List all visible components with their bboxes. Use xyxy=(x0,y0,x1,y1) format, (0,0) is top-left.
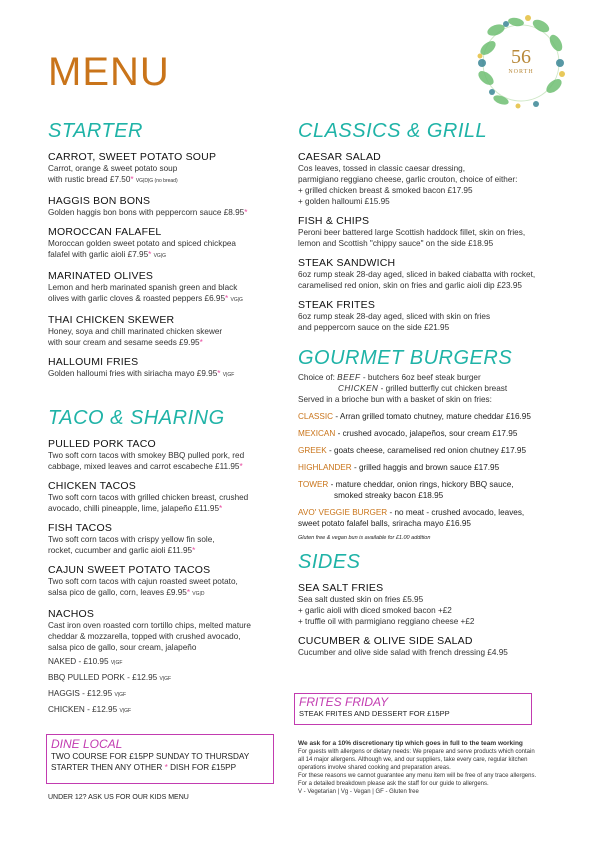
allergen-line: For guests with allergens or dietary needs: We prepare and serve products which contain xyxy=(298,749,535,755)
left-column xyxy=(48,120,288,717)
menu-item xyxy=(298,215,568,249)
star-mark: * xyxy=(164,763,168,772)
item-description: + grilled chicken breast & smoked bacon £17.95 xyxy=(298,186,473,195)
item-description: Two soft corn tacos with cajun roasted sweet potato, xyxy=(48,577,238,586)
item-description: 6oz rump steak 28-day aged, sliced in baked ciabatta with rocket, xyxy=(298,270,536,279)
allergen-line: all 14 major allergens. Although we, and our suppliers, take every care, regular kitchen xyxy=(298,757,528,763)
item-description: caramelised red onion, skin on fries and garlic aioli dip £23.95 xyxy=(298,281,522,290)
menu-item xyxy=(48,564,288,600)
item-description: parmigiano reggiano cheese, garlic crouton, choice of either: xyxy=(298,175,518,184)
menu-item xyxy=(48,226,288,262)
item-name: HALLOUMI FRIES xyxy=(48,356,139,368)
item-price-line: with rustic bread £7.50* VG|D|G (no bread) xyxy=(48,175,178,184)
item-name: FISH & CHIPS xyxy=(298,215,370,227)
item-description: Two soft corn tacos with grilled chicken breast, crushed xyxy=(48,493,249,502)
menu-item xyxy=(48,480,288,514)
kids-note: UNDER 12? ASK US FOR OUR KIDS MENU xyxy=(48,794,189,801)
diet-tag: V|GF xyxy=(159,676,172,682)
menu-item xyxy=(48,438,288,472)
item-name: CHICKEN TACOS xyxy=(48,480,136,492)
burger-choice-beef: Choice of: BEEF - butchers 6oz beef steak burger xyxy=(298,373,481,382)
star-mark: * xyxy=(239,462,243,471)
frites-friday-heading: FRITES FRIDAY xyxy=(299,695,389,709)
star-mark: * xyxy=(186,588,191,597)
item-price-line: falafel with garlic aioli £7.95* VG|G xyxy=(48,250,167,259)
star-mark: * xyxy=(148,250,152,259)
nachos-option: BBQ PULLED PORK - £12.95 V|GF xyxy=(48,673,172,682)
diet-tag: VG|G xyxy=(153,253,167,259)
dine-local-line2: STARTER THEN ANY OTHER * DISH FOR £15PP xyxy=(51,763,237,772)
item-name: CARROT, SWEET POTATO SOUP xyxy=(48,151,217,163)
item-description: Carrot, orange & sweet potato soup xyxy=(48,164,178,173)
logo-text: NORTH xyxy=(508,69,534,75)
nachos-option: CHICKEN - £12.95 V|GF xyxy=(48,705,132,714)
sides-list xyxy=(298,582,568,658)
item-description: Cast iron oven roasted corn tortillo chips, melted mature xyxy=(48,621,251,630)
item-price-line: salsa pico de gallo, corn, leaves £9.95* VG|D xyxy=(48,588,205,597)
taco-list xyxy=(48,438,288,600)
menu-item xyxy=(48,356,288,381)
starter-heading: STARTER xyxy=(48,120,143,142)
diet-tag: V|GF xyxy=(222,372,235,378)
menu-item xyxy=(48,270,288,306)
item-description: Cos leaves, tossed in classic caesar dressing, xyxy=(298,164,466,173)
item-description: Peroni beer battered large Scottish haddock fillet, skin on fries, xyxy=(298,228,526,237)
burger-served: Served in a brioche bun with a basket of skin on fries: xyxy=(298,395,492,404)
item-name: CAESAR SALAD xyxy=(298,151,381,163)
item-name: STEAK FRITES xyxy=(298,299,376,311)
item-name: CUCUMBER & OLIVE SIDE SALAD xyxy=(298,635,473,647)
burger-item: MEXICAN - crushed avocado, jalapeños, sour cream £17.95 xyxy=(298,429,518,438)
burger-choice-chicken: CHICKEN - grilled butterfly cut chicken breast xyxy=(338,384,508,393)
item-name: NACHOS xyxy=(48,608,95,620)
burger-item: CLASSIC - Arran grilled tomato chutney, mature cheddar £16.95 xyxy=(298,412,531,421)
item-description: lemon and Scottish "chippy sauce" on the side £18.95 xyxy=(298,239,494,248)
item-description: Two soft corn tacos with smokey BBQ pulled pork, red xyxy=(48,451,245,460)
burger-name: MEXICAN xyxy=(298,429,336,438)
item-description: 6oz rump steak 28-day aged, sliced with skin on fries xyxy=(298,312,491,321)
star-mark: * xyxy=(217,369,221,378)
starter-list xyxy=(48,151,288,381)
diet-tag: VG|D xyxy=(192,591,205,597)
burger-list xyxy=(298,411,568,529)
diet-tag: VG|G xyxy=(230,297,243,303)
allergen-note xyxy=(298,740,568,796)
item-description: Lemon and herb marinated spanish green and black xyxy=(48,283,238,292)
burger-name: GREEK xyxy=(298,446,327,455)
item-description: Two soft corn tacos with crispy yellow fin sole, xyxy=(48,535,215,544)
item-name: SEA SALT FRIES xyxy=(298,582,384,594)
logo xyxy=(466,8,576,118)
star-mark: * xyxy=(130,175,134,184)
classics-list xyxy=(298,151,568,333)
menu-item xyxy=(298,582,568,627)
item-description: and peppercorn sauce on the side £21.95 xyxy=(298,323,450,332)
nachos-option: HAGGIS - £12.95 V|GF xyxy=(48,689,127,698)
item-price-line: with sour cream and sesame seeds £9.95* xyxy=(48,338,203,347)
page-title: MENU xyxy=(48,50,170,94)
dine-local-box xyxy=(46,734,274,784)
item-price-line: cabbage, mixed leaves and carrot escabeche £11.95* xyxy=(48,462,243,471)
burger-item: GREEK - goats cheese, caramelised red onion chutney £17.95 xyxy=(298,446,527,455)
item-name: PULLED PORK TACO xyxy=(48,438,156,450)
allergen-line: V - Vegetarian | Vg - Vegan | GF - Gluten free xyxy=(298,789,419,795)
menu-item xyxy=(298,257,568,291)
item-description: + truffle oil with parmigiano reggiano cheese +£2 xyxy=(298,617,475,626)
burger-item: AVO' VEGGIE BURGER - no meat - crushed avocado, leaves, sweet potato falafel balls, sriracha mayo £16.95 xyxy=(298,508,525,528)
frites-friday-line: STEAK FRITES AND DESSERT FOR £15PP xyxy=(299,709,450,718)
star-mark: * xyxy=(225,294,229,303)
burger-item: HIGHLANDER - grilled haggis and brown sauce £17.95 xyxy=(298,463,500,472)
gf-note: Gluten free & vegan bun is available for £1.00 addition xyxy=(298,535,431,541)
item-description: + garlic aioli with diced smoked bacon +£2 xyxy=(298,606,452,615)
nachos-option: NAKED - £10.95 V|GF xyxy=(48,657,123,666)
diet-tag: VG|D|G (no bread) xyxy=(135,178,178,184)
item-description: + golden halloumi £15.95 xyxy=(298,197,390,206)
menu-item xyxy=(298,299,568,333)
star-mark: * xyxy=(219,504,223,513)
allergen-line: For a detailed breakdown please ask the staff for our guide to allergens. xyxy=(298,781,489,787)
menu-item xyxy=(48,151,288,187)
item-name: HAGGIS BON BONS xyxy=(48,195,151,207)
tip-note: We ask for a 10% discretionary tip which goes in full to the team working xyxy=(298,740,523,747)
burger-name: TOWER xyxy=(298,480,329,489)
sides-heading: SIDES xyxy=(298,551,361,573)
star-mark: * xyxy=(192,546,196,555)
item-name: THAI CHICKEN SKEWER xyxy=(48,314,175,326)
item-description: Moroccan golden sweet potato and spiced chickpea xyxy=(48,239,236,248)
burger-name: AVO' VEGGIE BURGER xyxy=(298,508,388,517)
burger-item: TOWER - mature cheddar, onion rings, hickory BBQ sauce, smoked streaky bacon £18.95 xyxy=(298,480,514,500)
allergen-line: operations involve shared cooking and preparation areas. xyxy=(298,765,451,771)
menu-item xyxy=(298,635,568,658)
allergen-line: For these reasons we cannot guarantee any menu item will be free of any trace allergens. xyxy=(298,773,537,779)
burger-name: HIGHLANDER xyxy=(298,463,352,472)
classics-heading: CLASSICS & GRILL xyxy=(298,120,488,142)
item-price-line: olives with garlic cloves & roasted peppers £6.95* VG|G xyxy=(48,294,243,303)
logo-number: 56 xyxy=(511,46,531,68)
nachos-description xyxy=(48,620,288,653)
item-description: salsa pico de gallo, sour cream, jalapeño xyxy=(48,643,197,652)
diet-tag: V|GF xyxy=(114,692,127,698)
diet-tag: V|GF xyxy=(110,660,123,666)
item-description: cheddar & mozzarella, topped with crushed avocado, xyxy=(48,632,241,641)
item-name: STEAK SANDWICH xyxy=(298,257,396,269)
item-price-line: Golden halloumi fries with siriacha mayo £9.95* V|GF xyxy=(48,369,235,378)
diet-tag: V|GF xyxy=(119,708,132,714)
menu-item xyxy=(48,195,288,218)
item-price-line: Golden haggis bon bons with peppercorn sauce £8.95* xyxy=(48,208,248,217)
item-price-line: rocket, cucumber and garlic aioli £11.95* xyxy=(48,546,196,555)
star-mark: * xyxy=(244,208,248,217)
item-name: FISH TACOS xyxy=(48,522,113,534)
taco-heading: TACO & SHARING xyxy=(48,407,225,429)
burger-name: CLASSIC xyxy=(298,412,334,421)
right-column xyxy=(298,120,568,658)
item-description: Honey, soya and chill marinated chicken skewer xyxy=(48,327,223,336)
dine-local-heading: DINE LOCAL xyxy=(51,737,123,751)
dine-local-line1: TWO COURSE FOR £15PP SUNDAY TO THURSDAY xyxy=(51,752,250,761)
nachos-item xyxy=(48,608,288,717)
menu-item xyxy=(48,314,288,348)
item-price-line: avocado, chilli pineapple, lime, jalapeño £11.95* xyxy=(48,504,223,513)
item-name: MARINATED OLIVES xyxy=(48,270,154,282)
item-name: CAJUN SWEET POTATO TACOS xyxy=(48,564,211,576)
menu-item xyxy=(298,151,568,207)
item-description: Sea salt dusted skin on fries £5.95 xyxy=(298,595,424,604)
frites-friday-box xyxy=(294,693,532,725)
menu-item xyxy=(48,522,288,556)
burgers-heading: GOURMET BURGERS xyxy=(298,347,513,369)
nachos-options xyxy=(48,656,288,717)
item-description: Cucumber and olive side salad with french dressing £4.95 xyxy=(298,648,508,657)
item-name: MOROCCAN FALAFEL xyxy=(48,226,162,238)
star-mark: * xyxy=(199,338,203,347)
